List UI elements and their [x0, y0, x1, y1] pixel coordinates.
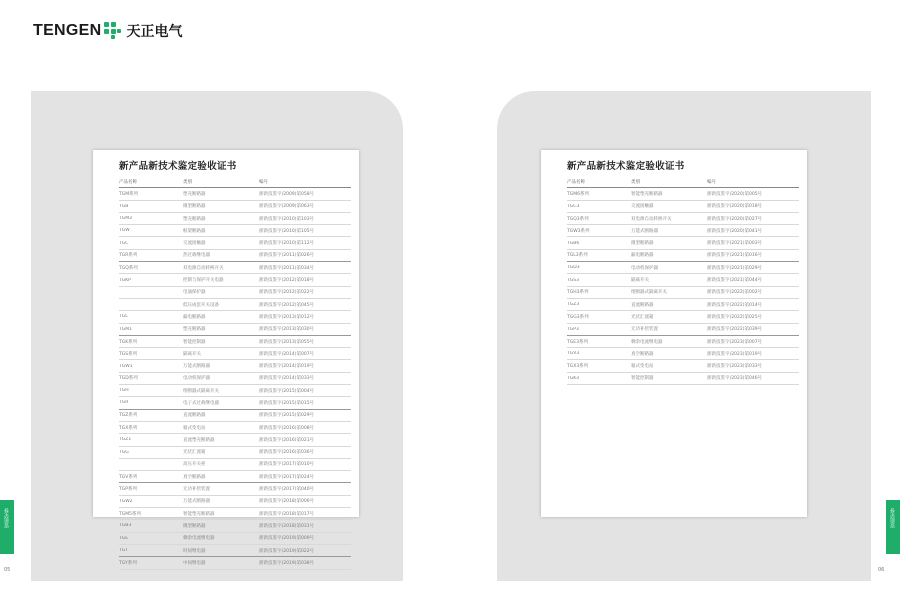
- header-category: 类别: [183, 179, 192, 185]
- table-row: [119, 250, 351, 262]
- category-cell: 万能式断路器: [183, 364, 210, 370]
- table-row: [567, 299, 799, 311]
- table-row: [119, 324, 351, 336]
- table-row: [119, 410, 351, 422]
- number-cell: 浙新技鉴字(2021)第016号: [707, 253, 763, 259]
- category-cell: 电涌保护器: [183, 290, 206, 296]
- number-cell: 浙新技鉴字(2019)第038号: [259, 560, 315, 566]
- product-cell: TGZ1: [119, 437, 132, 443]
- number-cell: 浙新技鉴字(2015)第029号: [259, 413, 315, 419]
- header-product: 产品名称: [567, 179, 585, 185]
- product-cell: TGH3系列: [567, 290, 589, 296]
- left-page-number: 05: [4, 567, 11, 573]
- product-cell: TGKP: [119, 277, 131, 283]
- table-row: [119, 483, 351, 495]
- table-header-row: [119, 176, 351, 188]
- category-cell: 真空断路器: [631, 351, 654, 357]
- table-row: [119, 188, 351, 200]
- product-cell: TGT: [119, 548, 128, 554]
- product-cell: TGS系列: [119, 351, 138, 357]
- table-row: [119, 287, 351, 299]
- number-cell: 浙新技鉴字(2012)第022号: [259, 290, 315, 296]
- category-cell: 低压成套开关设备: [183, 302, 219, 308]
- left-certificate-sheet: [93, 150, 359, 566]
- table-row: [119, 299, 351, 311]
- category-cell: 电子式过载继电器: [183, 400, 219, 406]
- category-cell: 光伏汇流箱: [631, 314, 654, 320]
- category-cell: 熔断器式隔离开关: [183, 388, 219, 394]
- product-cell: TGE3系列: [567, 339, 588, 345]
- table-row: [119, 311, 351, 323]
- number-cell: 浙新技鉴字(2010)第103号: [259, 216, 315, 222]
- product-cell: TGR系列: [119, 253, 138, 259]
- number-cell: 浙新技鉴字(2023)第007号: [707, 339, 763, 345]
- left-certificate-table: [119, 176, 351, 570]
- category-cell: 电动机保护器: [631, 265, 658, 271]
- table-row: [119, 422, 351, 434]
- number-cell: 浙新技鉴字(2017)第010号: [259, 462, 315, 468]
- number-cell: 浙新技鉴字(2013)第055号: [259, 339, 315, 345]
- product-cell: TGQ3系列: [567, 216, 589, 222]
- product-cell: TGP3: [567, 326, 579, 332]
- category-cell: 漏电断路器: [183, 314, 206, 320]
- table-row: [567, 201, 799, 213]
- number-cell: 浙新技鉴字(2022)第039号: [707, 327, 763, 333]
- number-cell: 浙新技鉴字(2010)第105号: [259, 228, 315, 234]
- header-category: 类别: [631, 179, 640, 185]
- product-cell: TGM1: [119, 326, 132, 332]
- number-cell: 浙新技鉴字(2012)第018号: [259, 278, 315, 284]
- table-row: [119, 557, 351, 569]
- category-cell: 剩余电流继电器: [631, 339, 663, 345]
- header-number: 编号: [707, 179, 716, 185]
- product-cell: TGG: [119, 449, 129, 455]
- product-cell: TGK系列: [119, 339, 138, 345]
- right-certificate-table: [567, 176, 799, 385]
- number-cell: 浙新技鉴字(2016)第021号: [259, 437, 315, 443]
- table-row: [119, 434, 351, 446]
- category-cell: 万能式断路器: [183, 499, 210, 505]
- table-row: [119, 496, 351, 508]
- category-cell: 隔离开关: [631, 278, 649, 284]
- product-cell: TGW2: [119, 498, 133, 504]
- table-row: [119, 225, 351, 237]
- table-row: [567, 287, 799, 299]
- number-cell: 浙新技鉴字(2020)第005号: [707, 191, 763, 197]
- product-cell: TGM6系列: [567, 191, 589, 197]
- number-cell: 浙新技鉴字(2021)第029号: [707, 265, 763, 271]
- table-row: [119, 262, 351, 274]
- table-row: [119, 336, 351, 348]
- number-cell: 浙新技鉴字(2020)第027号: [707, 216, 763, 222]
- number-cell: 浙新技鉴字(2016)第008号: [259, 425, 315, 431]
- product-cell: TGW3系列: [567, 228, 590, 234]
- category-cell: 双电源自动转换开关: [631, 216, 672, 222]
- number-cell: 浙新技鉴字(2023)第033号: [707, 364, 763, 370]
- category-cell: 双电源自动转换开关: [183, 265, 224, 271]
- category-cell: 热过载继电器: [183, 253, 210, 259]
- right-section-tab-label: 资质荣誉: [890, 508, 896, 528]
- table-row: [119, 213, 351, 225]
- number-cell: 浙新技鉴字(2022)第002号: [707, 290, 763, 296]
- brand-cn-name: 天正电气: [126, 24, 183, 40]
- category-cell: 万能式断路器: [631, 228, 658, 234]
- category-cell: 电动机保护器: [183, 376, 210, 382]
- table-row: [567, 336, 799, 348]
- table-row: [119, 397, 351, 409]
- category-cell: 无功补偿装置: [631, 327, 658, 333]
- number-cell: 浙新技鉴字(2011)第034号: [259, 265, 315, 271]
- left-section-tab: [0, 500, 14, 554]
- category-cell: 高压开关柜: [183, 462, 206, 468]
- product-cell: TGX系列: [119, 425, 138, 431]
- category-cell: 漏电断路器: [631, 253, 654, 259]
- product-cell: TGL3系列: [567, 253, 588, 259]
- table-row: [119, 385, 351, 397]
- table-row: [119, 459, 351, 471]
- left-sheet-title: 新产品新技术鉴定验收证书: [119, 161, 237, 172]
- table-row: [567, 373, 799, 385]
- category-cell: 熔断器式隔离开关: [631, 290, 667, 296]
- number-cell: 浙新技鉴字(2019)第009号: [259, 536, 315, 542]
- table-row: [567, 274, 799, 286]
- number-cell: 浙新技鉴字(2018)第031号: [259, 523, 315, 529]
- category-cell: 交流接触器: [631, 204, 654, 210]
- table-row: [119, 545, 351, 557]
- product-cell: TGB6: [567, 240, 580, 246]
- number-cell: 浙新技鉴字(2014)第007号: [259, 351, 315, 357]
- number-cell: 浙新技鉴字(2015)第004号: [259, 388, 315, 394]
- table-row: [567, 237, 799, 249]
- number-cell: 浙新技鉴字(2014)第033号: [259, 376, 315, 382]
- category-cell: 微型断路器: [631, 241, 654, 247]
- product-cell: TGZ系列: [119, 413, 138, 419]
- table-row: [119, 274, 351, 286]
- product-cell: TGW: [119, 228, 130, 234]
- table-row: [567, 188, 799, 200]
- category-cell: 箱式变电站: [631, 364, 654, 370]
- number-cell: 浙新技鉴字(2018)第017号: [259, 511, 315, 517]
- product-cell: TGV3: [567, 351, 580, 357]
- product-cell: TGH: [119, 388, 129, 394]
- number-cell: 浙新技鉴字(2022)第014号: [707, 302, 763, 308]
- category-cell: 塑壳断路器: [183, 327, 206, 333]
- product-cell: TGV系列: [119, 474, 138, 480]
- number-cell: 浙新技鉴字(2016)第036号: [259, 450, 315, 456]
- header-number: 编号: [259, 179, 268, 185]
- table-row: [119, 201, 351, 213]
- number-cell: 浙新技鉴字(2023)第046号: [707, 376, 763, 382]
- category-cell: 中间继电器: [183, 560, 206, 566]
- product-cell: TGW1: [119, 363, 133, 369]
- number-cell: 浙新技鉴字(2012)第045号: [259, 302, 315, 308]
- brand-name: TENGEN: [33, 22, 102, 39]
- table-row: [567, 360, 799, 372]
- product-cell: TGD系列: [119, 376, 138, 382]
- product-cell: TGM3: [119, 216, 132, 222]
- number-cell: 浙新技鉴字(2019)第022号: [259, 548, 315, 554]
- product-cell: TGX3系列: [567, 364, 589, 370]
- product-cell: TGM系列: [119, 191, 139, 197]
- number-cell: 浙新技鉴字(2017)第024号: [259, 474, 315, 480]
- product-cell: TGR: [119, 400, 129, 406]
- category-cell: 光伏汇流箱: [183, 450, 206, 456]
- table-row: [119, 508, 351, 520]
- product-cell: TGZ3: [567, 302, 580, 308]
- number-cell: 浙新技鉴字(2017)第040号: [259, 487, 315, 493]
- product-cell: TGG3系列: [567, 314, 589, 320]
- product-cell: TGD3: [567, 265, 580, 271]
- number-cell: 浙新技鉴字(2022)第025号: [707, 314, 763, 320]
- number-cell: 浙新技鉴字(2011)第026号: [259, 253, 315, 259]
- category-cell: 隔离开关: [183, 351, 201, 357]
- table-row: [119, 533, 351, 545]
- number-cell: 浙新技鉴字(2009)第058号: [259, 191, 315, 197]
- product-cell: TGQ系列: [119, 265, 138, 271]
- table-row: [567, 324, 799, 336]
- category-cell: 剩余电流继电器: [183, 536, 215, 542]
- category-cell: 塑壳断路器: [183, 216, 206, 222]
- right-certificate-sheet: [541, 150, 807, 517]
- category-cell: 微型断路器: [183, 523, 206, 529]
- category-cell: 塑壳断路器: [183, 191, 206, 197]
- header-product: 产品名称: [119, 179, 137, 185]
- table-row: [119, 348, 351, 360]
- product-cell: TGB3: [119, 523, 132, 529]
- table-row: [567, 225, 799, 237]
- category-cell: 智能控制器: [183, 339, 206, 345]
- table-row: [119, 360, 351, 372]
- number-cell: 浙新技鉴字(2009)第063号: [259, 204, 315, 210]
- category-cell: 控制与保护开关电器: [183, 278, 224, 284]
- number-cell: 浙新技鉴字(2018)第006号: [259, 499, 315, 505]
- category-cell: 直流断路器: [631, 302, 654, 308]
- left-section-tab-label: 资质荣誉: [4, 508, 10, 528]
- category-cell: 真空断路器: [183, 474, 206, 480]
- table-row: [119, 471, 351, 483]
- product-cell: TGE: [119, 535, 129, 541]
- category-cell: 时间继电器: [183, 548, 206, 554]
- category-cell: 直流塑壳断路器: [183, 437, 215, 443]
- number-cell: 浙新技鉴字(2020)第041号: [707, 228, 763, 234]
- number-cell: 浙新技鉴字(2013)第012号: [259, 314, 315, 320]
- number-cell: 浙新技鉴字(2014)第019号: [259, 364, 315, 370]
- category-cell: 智能塑壳断路器: [631, 191, 663, 197]
- number-cell: 浙新技鉴字(2023)第019号: [707, 351, 763, 357]
- product-cell: TGC: [119, 240, 129, 246]
- category-cell: 箱式变电站: [183, 425, 206, 431]
- number-cell: 浙新技鉴字(2020)第018号: [707, 204, 763, 210]
- brand-mark-icon: [104, 22, 122, 40]
- category-cell: 智能控制器: [631, 376, 654, 382]
- product-cell: TGC3: [567, 203, 580, 209]
- number-cell: 浙新技鉴字(2010)第112号: [259, 241, 315, 247]
- category-cell: 交流接触器: [183, 241, 206, 247]
- number-cell: 浙新技鉴字(2013)第030号: [259, 327, 315, 333]
- product-cell: TGY系列: [119, 560, 137, 566]
- number-cell: 浙新技鉴字(2021)第044号: [707, 278, 763, 284]
- table-row: [567, 348, 799, 360]
- table-row: [119, 520, 351, 532]
- right-section-tab: [886, 500, 900, 554]
- table-row: [119, 447, 351, 459]
- category-cell: 无功补偿装置: [183, 487, 210, 493]
- category-cell: 智能塑壳断路器: [183, 511, 215, 517]
- table-header-row: [567, 176, 799, 188]
- product-cell: TGB: [119, 203, 129, 209]
- number-cell: 浙新技鉴字(2015)第015号: [259, 400, 315, 406]
- table-row: [119, 237, 351, 249]
- product-cell: TGK3: [567, 375, 580, 381]
- category-cell: 直流断路器: [183, 413, 206, 419]
- product-cell: TGM5系列: [119, 511, 141, 517]
- brand-logo: [33, 19, 182, 43]
- table-row: [567, 311, 799, 323]
- table-row: [119, 373, 351, 385]
- product-cell: TGP系列: [119, 487, 137, 493]
- product-cell: TGS3: [567, 277, 579, 283]
- number-cell: 浙新技鉴字(2021)第003号: [707, 241, 763, 247]
- right-sheet-title: 新产品新技术鉴定验收证书: [567, 161, 685, 172]
- table-row: [567, 250, 799, 262]
- product-cell: TGL: [119, 314, 128, 320]
- table-row: [567, 262, 799, 274]
- category-cell: 微型断路器: [183, 204, 206, 210]
- table-row: [567, 213, 799, 225]
- category-cell: 框架断路器: [183, 228, 206, 234]
- right-page-number: 06: [878, 567, 885, 573]
